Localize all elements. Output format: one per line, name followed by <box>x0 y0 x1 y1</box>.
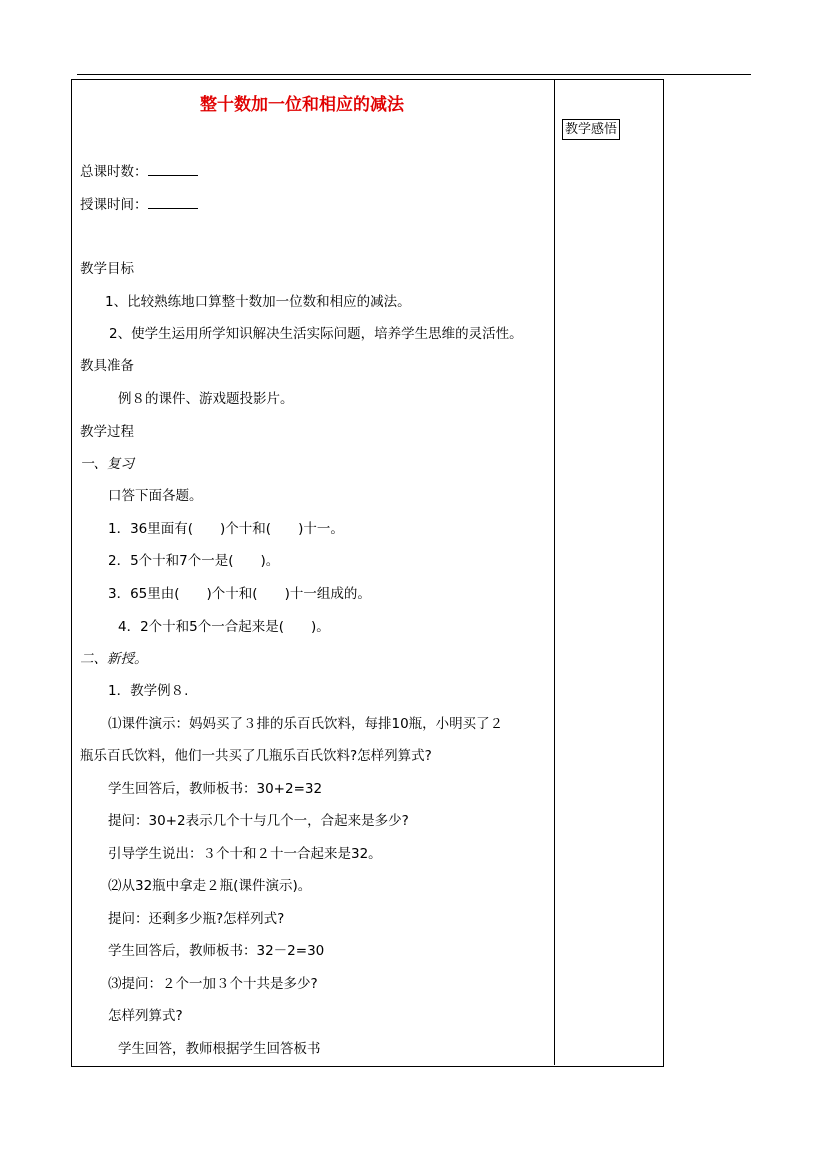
step-2-text: 学生回答后，教师板书：30+2=32 <box>108 781 323 797</box>
step-4-text: 引导学生说出：３个十和２十一合起来是32。 <box>108 846 382 862</box>
total-hours-label: 总课时数： <box>80 164 148 180</box>
new-lesson-heading: 二、新授。 <box>80 651 148 667</box>
step-10-text: 学生回答，教师根据学生回答板书 <box>118 1041 321 1057</box>
objective-item-2: 2、使学生运用所学知识解决生活实际问题，培养学生思维的灵活性。 <box>109 326 523 342</box>
materials-text: 例８的课件、游戏题投影片。 <box>118 391 294 407</box>
process-heading: 教学过程 <box>80 424 134 440</box>
review-question-2: 2．5个十和7个一是( )。 <box>108 553 280 569</box>
materials-heading: 教具准备 <box>80 358 134 374</box>
step-3-text: 提问：30+2表示几个十与几个一，合起来是多少? <box>108 813 409 829</box>
step-1-line-b: 瓶乐百氏饮料，他们一共买了几瓶乐百氏饮料?怎样列算式? <box>80 748 432 764</box>
review-question-3: 3．65里由( )个十和( )十一组成的。 <box>108 586 371 602</box>
objective-item-1: 1、比较熟练地口算整十数加一位数和相应的减法。 <box>105 294 411 310</box>
side-label-teaching-reflection: 教学感悟 <box>562 119 620 140</box>
total-hours-blank <box>148 161 198 176</box>
objectives-heading: 教学目标 <box>80 261 134 277</box>
step-9-text: 怎样列算式? <box>108 1008 183 1024</box>
teach-time-field <box>80 194 198 215</box>
teach-time-label: 授课时间： <box>80 197 148 213</box>
step-6-text: 提问：还剩多少瓶?怎样列式? <box>108 911 285 927</box>
step-8-text: ⑶提问：２个一加３个十共是多少? <box>108 976 318 992</box>
step-1-line-a: ⑴课件演示：妈妈买了３排的乐百氏饮料，每排10瓶，小明买了２ <box>108 716 504 732</box>
total-hours-field <box>80 161 198 182</box>
review-question-4: 4．2个十和5个一合起来是( )。 <box>118 619 330 635</box>
review-intro: 口答下面各题。 <box>108 488 203 504</box>
example-heading: 1．教学例８. <box>108 683 189 699</box>
review-heading: 一、复习 <box>80 456 134 472</box>
column-divider <box>554 79 555 1065</box>
review-question-1: 1．36里面有( )个十和( )十一。 <box>108 521 344 537</box>
header-rule <box>77 74 751 75</box>
step-7-text: 学生回答后，教师板书：32－2=30 <box>108 943 325 959</box>
step-5-text: ⑵从32瓶中拿走２瓶(课件演示)。 <box>108 878 312 894</box>
page-title: 整十数加一位和相应的减法 <box>200 95 404 115</box>
teach-time-blank <box>148 194 198 209</box>
